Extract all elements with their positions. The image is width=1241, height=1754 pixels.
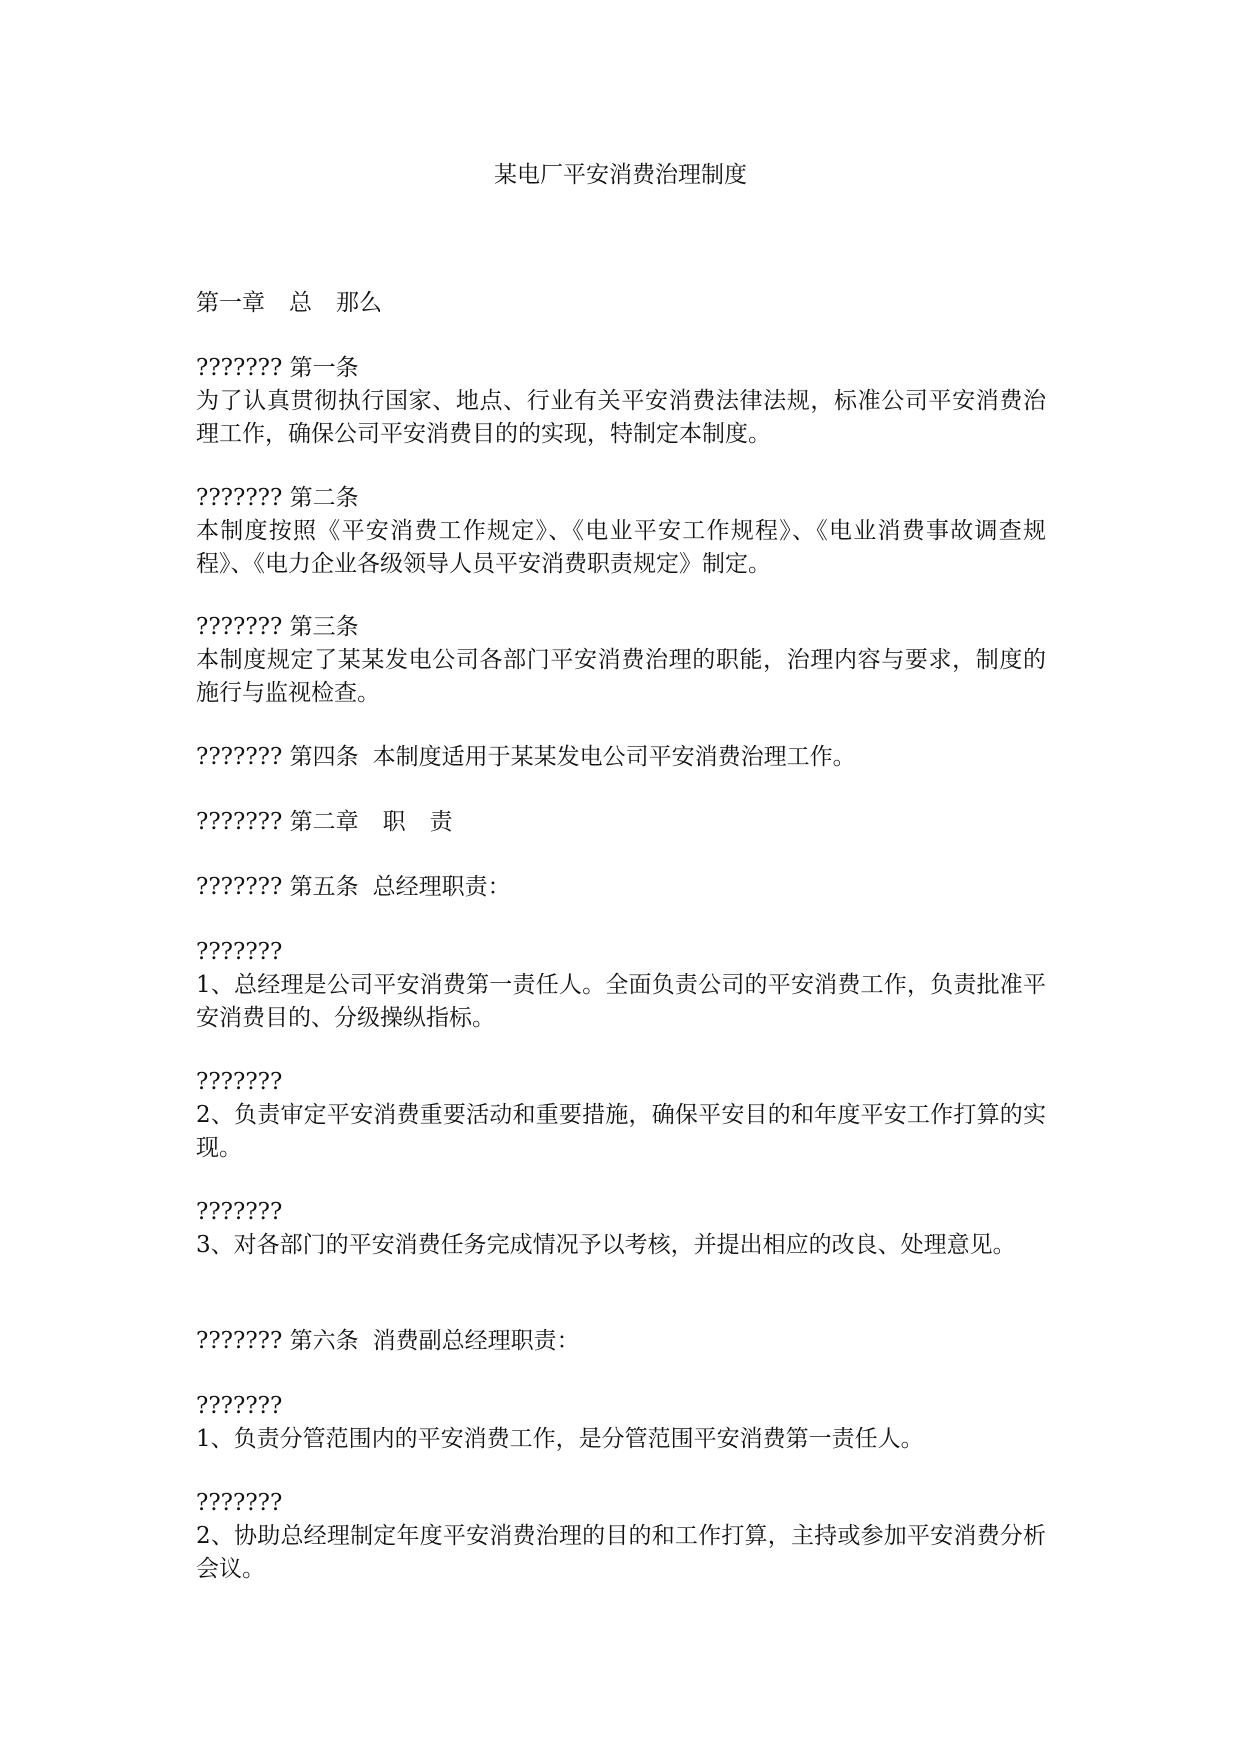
- article-6-marker: ???????: [196, 1328, 283, 1354]
- article-4: [196, 741, 1046, 774]
- article-2-heading: [196, 482, 1046, 515]
- article-5-item-2: [196, 1066, 1046, 1165]
- article-5-item-1-text: 1、总经理是公司平安消费第一责任人。全面负责公司的平安消费工作，负责批准平安消费目的、分级操纵指标。: [196, 972, 1046, 1031]
- article-5-item-3-text: 3、对各部门的平安消费任务完成情况予以考核，并提出相应的改良、处理意见。: [196, 1232, 1016, 1258]
- article-3-heading: [196, 611, 1046, 644]
- article-4-title: 第四条: [289, 744, 359, 770]
- article-5-item-3: [196, 1196, 1046, 1262]
- article-4-marker: ???????: [196, 744, 283, 770]
- article-6-text: 消费副总经理职责：: [372, 1328, 580, 1354]
- article-3: [196, 611, 1046, 710]
- chapter-2-marker: ???????: [196, 809, 283, 835]
- article-1-marker: ???????: [196, 355, 283, 381]
- article-6-item-1-text: 1、负责分管范围内的平安消费工作，是分管范围平安消费第一责任人。: [196, 1426, 924, 1452]
- article-1-text: 为了认真贯彻执行国家、地点、行业有关平安消费法律法规，标准公司平安消费治理工作，确保公司平安消费目的的实现，特制定本制度。: [196, 388, 1046, 447]
- chapter-1-label: 第一章: [196, 290, 265, 316]
- chapter-1-word-2: 那么: [336, 290, 382, 316]
- article-1: [196, 352, 1046, 451]
- article-2-text: 本制度按照《平安消费工作规定》、《电业平安工作规程》、《电业消费事故调查规程》、《电力企业各级领导人员平安消费职责规定》制定。: [196, 518, 1046, 577]
- article-4-text: 本制度适用于某某发电公司平安消费治理工作。: [372, 744, 856, 770]
- article-3-marker: ???????: [196, 614, 283, 640]
- article-2-title: 第二条: [289, 485, 359, 511]
- article-6: [196, 1325, 1046, 1358]
- chapter-2-word-2: 责: [429, 809, 453, 835]
- article-5-item-3-marker: ???????: [196, 1199, 283, 1225]
- article-5-item-2-marker: ???????: [196, 1069, 283, 1095]
- article-3-text: 本制度规定了某某发电公司各部门平安消费治理的职能，治理内容与要求，制度的施行与监视检查。: [196, 647, 1046, 706]
- article-2: [196, 482, 1046, 581]
- article-5-marker: ???????: [196, 874, 283, 900]
- article-5-title: 第五条: [289, 874, 359, 900]
- article-2-marker: ???????: [196, 485, 283, 511]
- article-1-heading: [196, 352, 1046, 385]
- article-6-item-2: [196, 1487, 1046, 1586]
- article-5-item-2-text: 2、负责审定平安消费重要活动和重要措施，确保平安目的和年度平安工作打算的实现。: [196, 1102, 1046, 1161]
- chapter-1-word-1: 总: [289, 290, 312, 316]
- article-5-text: 总经理职责：: [372, 874, 511, 900]
- article-5-item-1-marker: ???????: [196, 939, 283, 965]
- article-1-title: 第一条: [289, 355, 359, 381]
- article-6-item-2-text: 2、协助总经理制定年度平安消费治理的目的和工作打算，主持或参加平安消费分析会议。: [196, 1523, 1046, 1582]
- article-5: [196, 871, 1046, 904]
- chapter-2-label: 第二章: [289, 809, 359, 835]
- article-6-item-1: [196, 1390, 1046, 1456]
- article-6-item-1-marker: ???????: [196, 1393, 283, 1419]
- article-6-title: 第六条: [289, 1328, 359, 1354]
- article-5-item-1: [196, 936, 1046, 1035]
- chapter-1-heading: [196, 287, 1046, 320]
- article-3-title: 第三条: [289, 614, 359, 640]
- chapter-2-word-1: 职: [382, 809, 406, 835]
- document-title: 某电厂平安消费治理制度: [494, 162, 747, 188]
- article-6-item-2-marker: ???????: [196, 1490, 283, 1516]
- chapter-2-heading: [196, 806, 1046, 839]
